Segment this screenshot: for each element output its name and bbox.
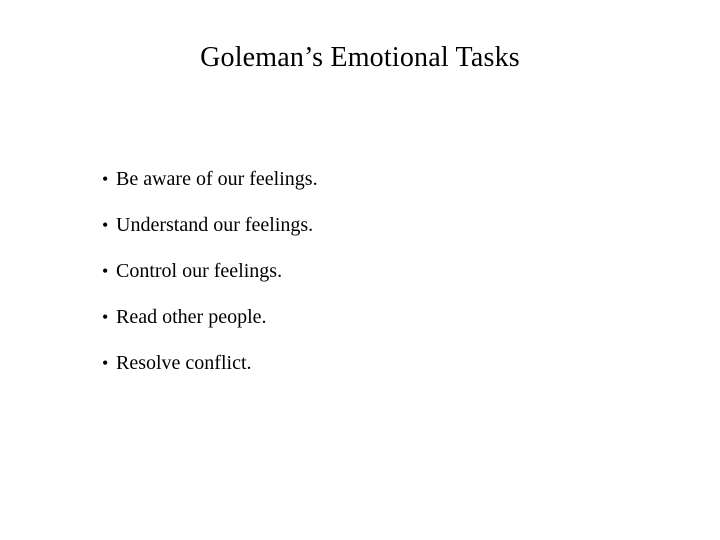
bullet-marker: • [102,261,109,281]
bullet-text: Be aware of our feelings. [116,168,318,190]
bullet-text: Resolve conflict. [116,352,252,374]
bullet-item [102,294,318,340]
bullet-item [102,248,318,294]
bullet-list [102,156,318,386]
bullet-item [102,202,318,248]
bullet-item [102,340,318,386]
slide-title: Goleman’s Emotional Tasks [200,42,520,73]
bullet-item [102,156,318,202]
bullet-text: Control our feelings. [116,260,283,282]
bullet-marker: • [102,169,109,189]
bullet-text: Understand our feelings. [116,214,314,236]
bullet-marker: • [102,307,109,327]
bullet-marker: • [102,215,109,235]
bullet-text: Read other people. [116,306,267,328]
bullet-marker: • [102,353,109,373]
